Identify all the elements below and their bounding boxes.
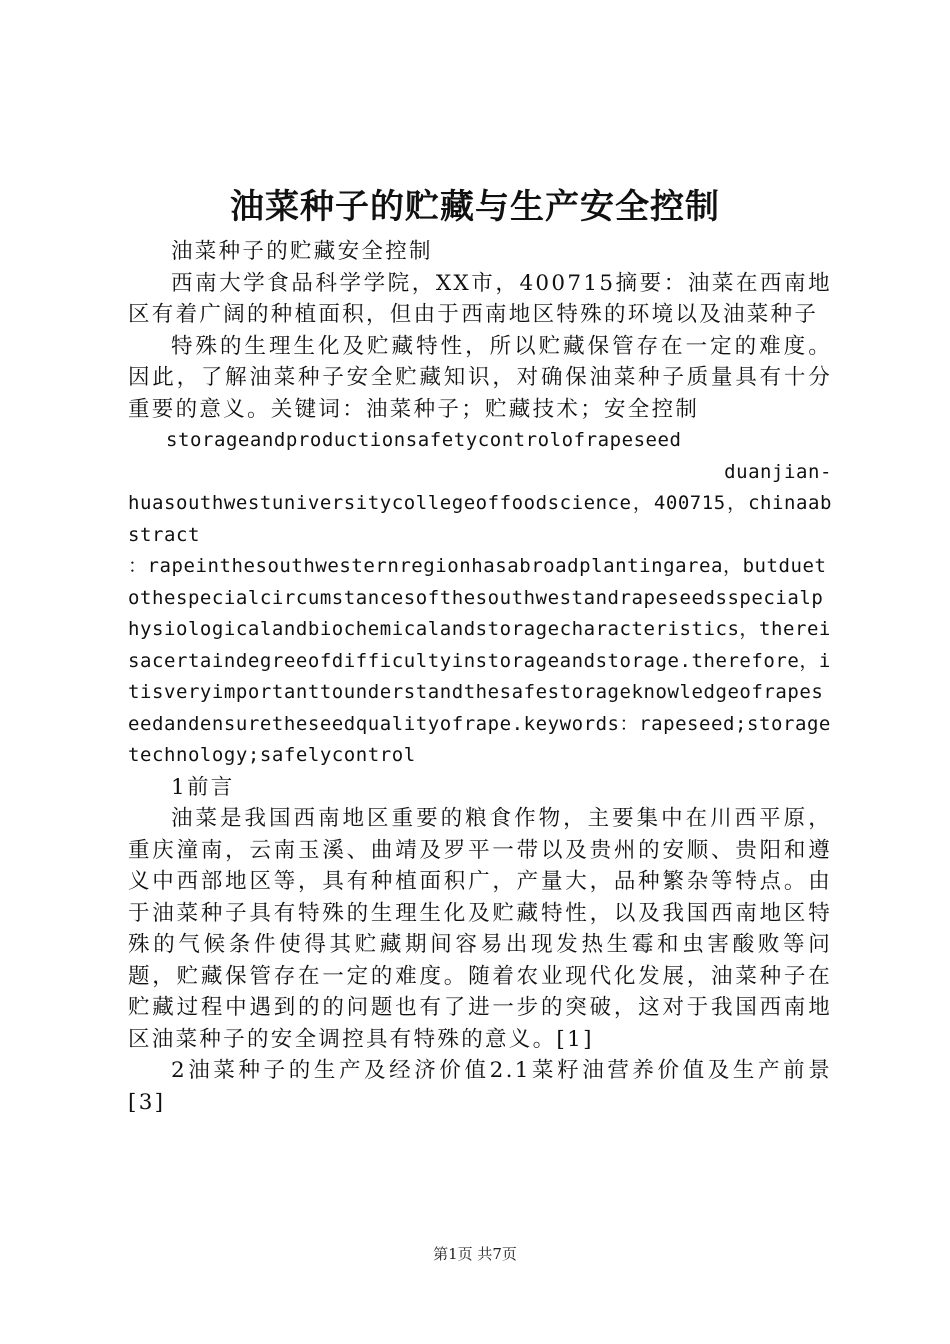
section-heading-production-value: 2油菜种子的生产及经济价值2.1菜籽油营养价值及生产前景[3]: [128, 1058, 832, 1115]
document-title: 油菜种子的贮藏与生产安全控制: [230, 187, 720, 227]
paragraph-introduction: 油菜是我国西南地区重要的粮食作物，主要集中在川西平原，重庆潼南，云南玉溪、曲靖及罗平一带以及贵州的安顺、贵阳和遵义中西部地区等，具有种植面积广，产量大，品种繁杂等特点。由于油菜种子具有特殊的生理生化及贮藏特性，以及我国西南地区特殊的气候条件使得其贮藏期间容易出现发热生霉和虫害酸败等问题，贮藏保管存在一定的难度。随着农业现代化发展，油菜种子在贮藏过程中遇到的的问题也有了进一步的突破，这对于我国西南地区油菜种子的安全调控具有特殊的意义。[1]: [128, 806, 832, 1052]
page-footer: 第1页 共7页: [433, 1245, 517, 1263]
paragraph-affiliation-abstract: 西南大学食品科学学院，XX市，400715摘要：油菜在西南地区有着广阔的种植面积，但由于西南地区特殊的环境以及油菜种子: [128, 270, 832, 327]
paragraph-subtitle: 油菜种子的贮藏安全控制: [171, 239, 433, 264]
paragraph-english-abstract: ：rapeinthesouthwesternregionhasabroadplantingarea，butduetothespecialcircumstancesofthesouthwestandrapeseedsspecialphysiologicalandbiochemicalandstoragecharacteristics，thereisacertaindegreeofdifficultyinstorageandstorage.therefore，itisveryimportanttounderstandthesafestorageknowledgeofrapeseedandensuretheseedqualityofrape.keywords：rapeseed;storagetechnology;safelycontrol: [128, 555, 831, 766]
section-heading-introduction: 1前言: [171, 774, 235, 800]
document-body: [128, 236, 832, 1118]
paragraph-abstract-continued: 特殊的生理生化及贮藏特性，所以贮藏保管存在一定的难度。因此，了解油菜种子安全贮藏知识，对确保油菜种子质量具有十分重要的意义。关键词：油菜种子；贮藏技术；安全控制: [128, 333, 832, 422]
paragraph-english-author: duanjian-: [724, 460, 832, 483]
paragraph-english-affiliation: huasouthwestuniversitycollegeoffoodscience，400715，chinaabstract: [128, 492, 832, 546]
paragraph-english-title: storageandproductionsafetycontrolofrapeseed: [166, 429, 682, 451]
